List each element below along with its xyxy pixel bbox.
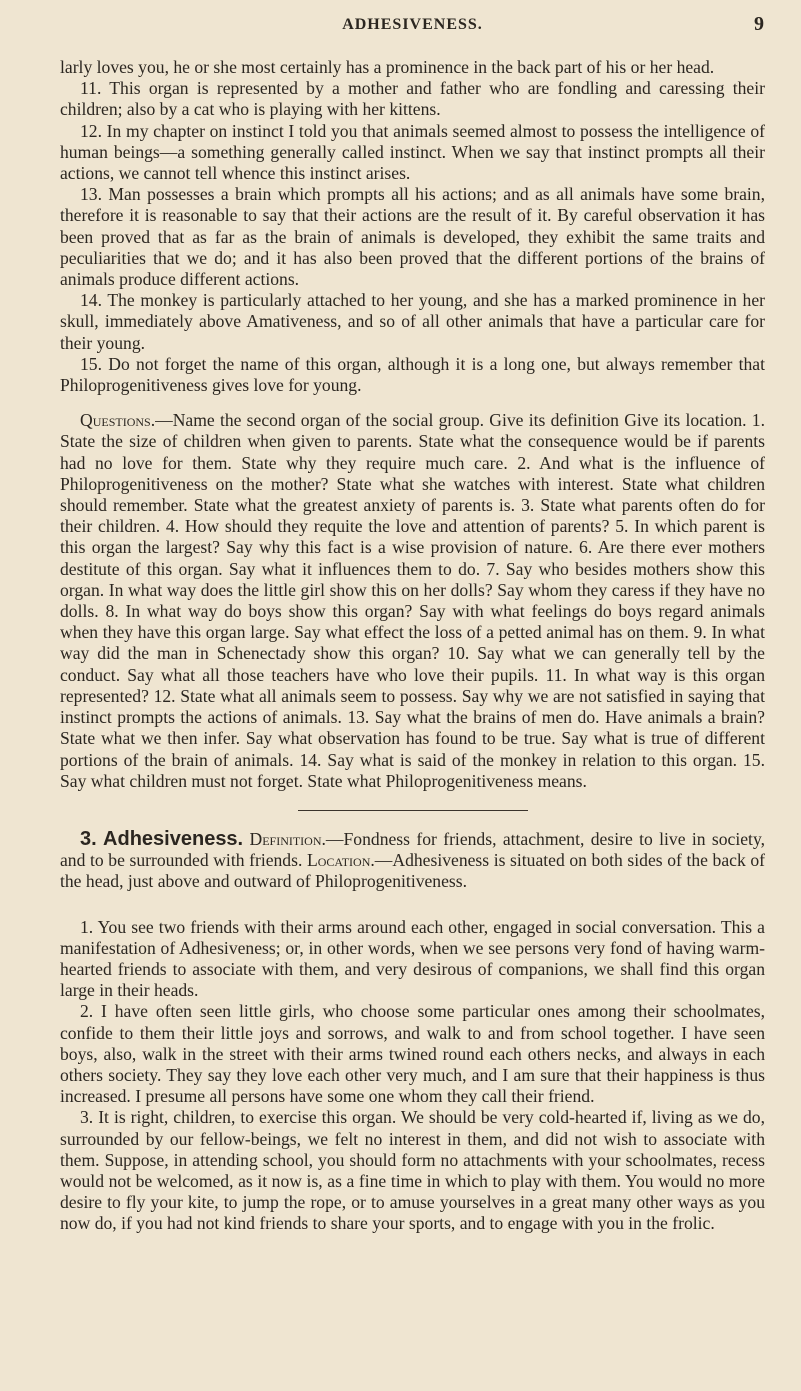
questions-paragraph: [60, 410, 765, 792]
page-number: 9: [754, 13, 765, 35]
questions-label: Questions.: [80, 410, 156, 431]
paragraph: 1. You see two friends with their arms around each other, engaged in social conversation. This a manifestation of Adhesiveness; or, in other words, when we see persons very fond of having warm-hearted friends to associate with them, and very desirous of companions, we shall find this organ large in their heads.: [60, 916, 765, 1001]
location-text: —Adhesiveness is situated on both sides of the back of the head, just above and outward of Philoprogenitiveness.: [60, 850, 766, 892]
paragraph: 13. Man possesses a brain which prompts all his actions; and as all animals have some brain, therefore it is reasonable to say that their actions are the result of it. By careful observation it has been proved that as far as the brain of animals is developed, they exhibit the same traits and peculiarities that we do; and it has also been proved that the different portions of the brains of animals produce different actions.: [60, 184, 765, 290]
paragraph: 2. I have often seen little girls, who choose some particular ones among their schoolmates, confide to them their little joys and sorrows, and walk to and from school together. I have seen boys, also, walk in the street with their arms twined round each others necks, and always in each others society. They say they love each other very much, and I am sure that their happiness is thus increased. I presume all persons have some one whom they call their friend.: [60, 1001, 765, 1107]
paragraph: 3. It is right, children, to exercise this organ. We should be very cold-hearted if, living as we do, surrounded by our fellow-beings, we felt no interest in them, and did not wish to associate with them. Suppose, in attending school, you should form no attachments with your schoolmates, recess would not be welcomed, as it now is, as a fine time in which to play with them. You would no more desire to fly your kite, to jump the rope, or to amuse yourselves in a great many other ways as you now do, if you had not kind friends to share your sports, and to engage with you in the frolic.: [60, 1107, 765, 1234]
section-divider: [298, 810, 528, 811]
paragraph: larly loves you, he or she most certainly has a prominence in the back part of his or her head.: [60, 57, 715, 77]
section-intro: [60, 829, 765, 893]
paragraph: 15. Do not forget the name of this organ, although it is a long one, but always remember that Philoprogenitiveness gives love for young.: [60, 353, 765, 396]
page-body: [60, 57, 765, 1235]
paragraph: 12. In my chapter on instinct I told you that animals seemed almost to possess the intelligence of human beings—a something generally called instinct. When we say that instinct prompts all their actions, we cannot tell whence this instinct arises.: [60, 120, 765, 184]
paragraph: 14. The monkey is particularly attached to her young, and she has a marked prominence in her skull, immediately above Amativeness, and so of all other animals that have a particular care for their young.: [60, 290, 765, 353]
definition-label: Definition.: [249, 828, 326, 849]
questions-text: —Name the second organ of the social group. Give its definition Give its location. 1. State the size of children when given to parents. State what the consequence would be if parents had no love for them. State why they require much care. 2. And what is the influence of Philoprogenitiveness on the mother? State what she watches with interest. State what children should remember. State what the greatest anxiety of parents is. 3. State what parents often do for their children. 4. How should they requite the love and attention of parents? 5. In which parent is this organ the largest? Say why this fact is a wise provision of nature. 6. Are there ever mothers destitute of this organ. Say what it influences them to do. 7. Say who besides mothers show this organ. In what way does the little girl show this on her dolls? Say whom they caress if they have no dolls. 8. In what way do boys show this organ? Say with what feelings do boys regard animals when they have this organ large. Say what effect the loss of a petted animal has on them. 9. In what way did the man in Schenectady show this organ? 10. Say what we can generally tell by the conduct. Say what all those teachers have who love their pupils. 11. In what way is this organ represented? 12. State what all animals seem to possess. Say why we are not satisfied in saying that instinct prompts the actions of animals. 13. Say what the brains of men do. Have animals a brain? State what we then infer. Say what observation has found to be true. Say what is true of different portions of the brain of animals. 14. Say what is said of the monkey in relation to this organ. 15. Say what children must not forget. State what Philoprogenitiveness means.: [60, 410, 765, 791]
section-number: 3.: [80, 827, 97, 850]
definition-text: —Fondness for friends, attachment, desire to live in society, and to be surrounded with friends.: [60, 828, 765, 871]
running-title: ADHESIVENESS.: [342, 16, 483, 33]
page-header: [60, 13, 765, 40]
location-label: Location.: [306, 850, 375, 871]
paragraph: 11. This organ is represented by a mother and father who are fondling and caressing their children; also by a cat who is playing with her kittens.: [60, 78, 765, 120]
section-title: Adhesiveness.: [103, 827, 244, 850]
